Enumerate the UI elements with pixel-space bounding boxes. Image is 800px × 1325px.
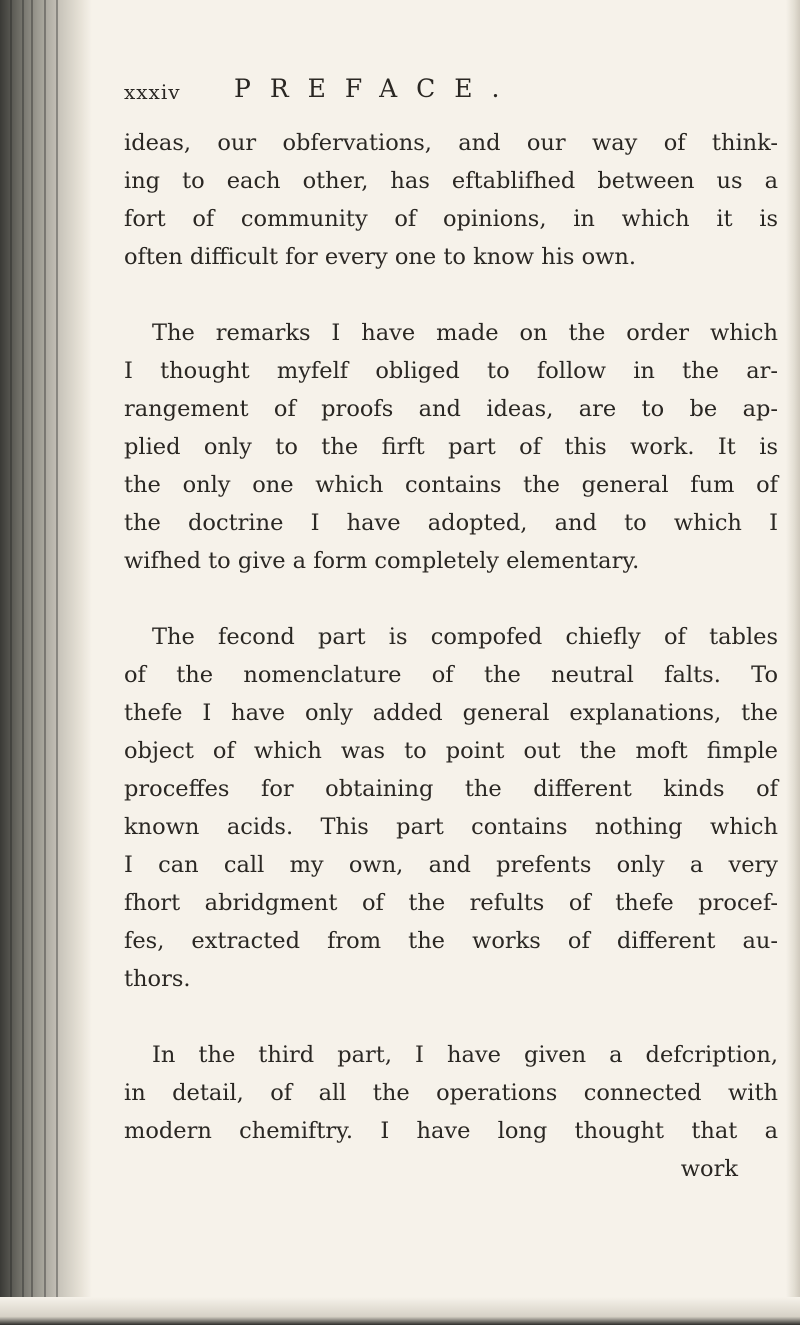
text-line: The fecond part is compofed chiefly of tables — [152, 624, 778, 650]
paragraph — [124, 314, 778, 580]
text-line: thors. — [124, 966, 191, 992]
text-line: plied only to the firft part of this work. It is — [124, 434, 778, 460]
text-line: the only one which contains the general fum of — [124, 472, 778, 498]
text-line: I can call my own, and prefents only a very — [124, 852, 778, 878]
text-line: In the third part, I have given a defcription, — [152, 1042, 778, 1068]
text-line: known acids. This part contains nothing which — [124, 814, 778, 840]
paragraph — [124, 618, 778, 998]
text-line: fort of community of opinions, in which it is — [124, 206, 778, 232]
text-line: rangement of proofs and ideas, are to be ap- — [124, 396, 778, 422]
text-line: the doctrine I have adopted, and to which I — [124, 510, 778, 536]
text-line: thefe I have only added general explanations, the — [124, 700, 778, 726]
text-line: wifhed to give a form completely elementary. — [124, 548, 640, 574]
text-line: ideas, our obfervations, and our way of think- — [124, 130, 778, 156]
text-line: proceffes for obtaining the different kinds of — [124, 776, 778, 802]
text-line: fhort abridgment of the refults of thefe procef- — [124, 890, 778, 916]
running-title: PREFACE. — [234, 74, 519, 103]
text-line: often difficult for every one to know his own. — [124, 244, 637, 270]
paragraph — [124, 1036, 778, 1188]
text-line: The remarks I have made on the order which — [152, 320, 778, 346]
paragraph — [124, 124, 778, 276]
book-page — [112, 72, 778, 1182]
text-line: modern chemiftry. I have long thought that a — [124, 1118, 778, 1144]
page-header — [112, 72, 772, 120]
text-line: I thought myfelf obliged to follow in the ar- — [124, 358, 778, 384]
page-number: xxxiv — [124, 80, 181, 104]
text-line: ing to each other, has eftablifhed between us a — [124, 168, 778, 194]
body-text — [124, 124, 778, 1188]
catchword: work — [680, 1156, 738, 1182]
text-line: fes, extracted from the works of different au- — [124, 928, 778, 954]
page-bottom-edge — [0, 1297, 800, 1325]
text-line: object of which was to point out the moft fimple — [124, 738, 778, 764]
page-right-edge — [786, 0, 800, 1325]
text-line: of the nomenclature of the neutral falts. To — [124, 662, 778, 688]
text-line: in detail, of all the operations connected with — [124, 1080, 778, 1106]
page-binding — [0, 0, 92, 1325]
